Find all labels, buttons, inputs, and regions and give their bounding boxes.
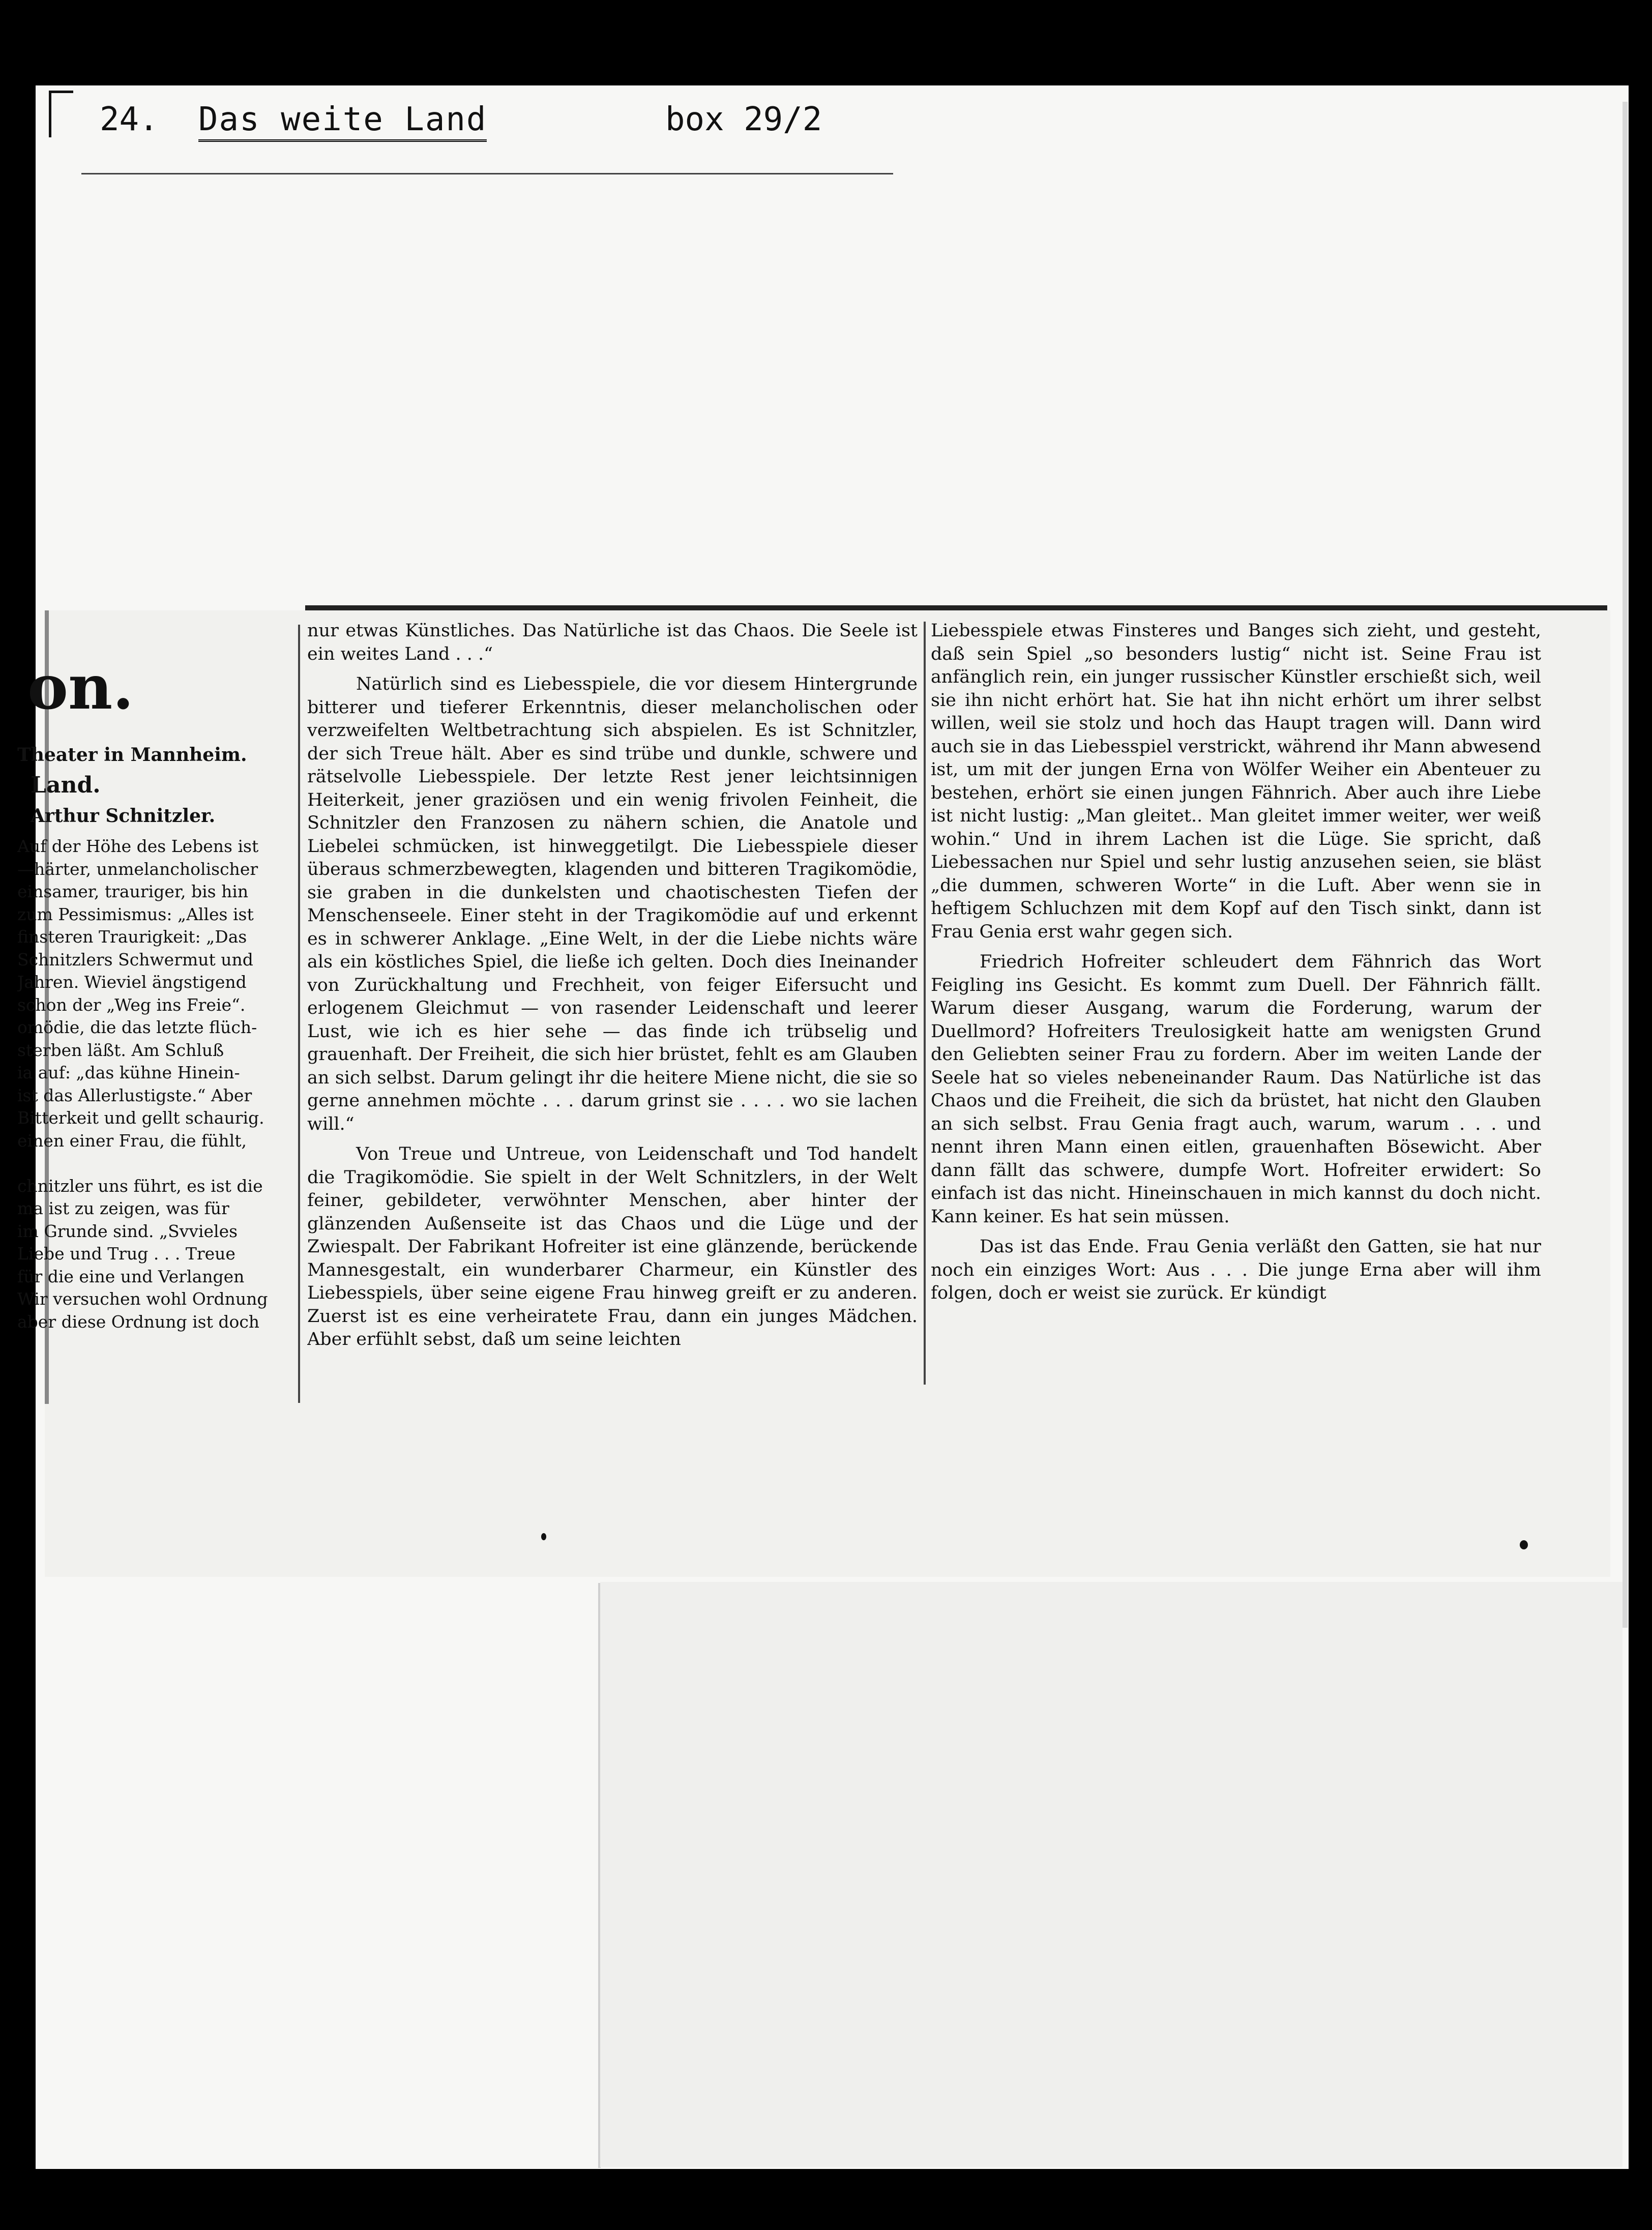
column-rule-2 <box>924 622 926 1385</box>
article-column-2 <box>307 620 918 1403</box>
column-rule-1 <box>298 625 300 1403</box>
blank-card-area <box>600 1582 1622 2167</box>
paragraph: Natürlich sind es Liebesspiele, die vor diesem Hintergrunde bitterer und tieferer Erkenntnis, dieser melancholischen oder verzweifelten Weltbetrachtung sich abspielen. Es ist Schnitzler, der sich Treue hält. Aber es sind trübe und dunkle, schwere und rätselvolle Liebesspiele. Der letzte Rest jener leichtsinnigen Heiterkeit, jener graziösen und ein wenig frivolen Feinheit, die Schnitzler den Franzosen zu nähern schien, die Anatole und Liebelei schmücken, ist hinweggetilgt. Die Liebesspiele dieser überaus schmerzbewegten, klagenden und bitteren Tragikomödie, sie graben in die dunkelsten und chaotischesten Tiefen der Menschenseele. Einer steht in der Tragikomödie auf und erkennt es in schwerer Anklage. „Eine Welt, in der die Liebe nichts wäre als ein köstliches Spiel, die ließe ich gelten. Doch dies Ineinander von Zurückhaltung und Frechheit, von feiger Eifersucht und erlogenem Gleichmut — von rasender Leidenschaft und leerer Lust, wie ich es hier sehe — das finde ich trübselig und grauenhaft. Der Freiheit, die sich hier brüstet, fehlt es am Glauben an sich selbst. Darum gelingt ihr die heitere Miene nicht, die sie so gerne annehmen möchte . . . darum grinst sie . . . . wo sie lachen will.“ <box>307 674 918 1134</box>
paragraph: Friedrich Hofreiter schleudert dem Fähnrich das Wort Feigling ins Gesicht. Es kommt zum Duell. Der Fähnrich fällt. Warum dieser Ausgang, warum die Forderung, warum der Duellmord? Hofreiters Treulosigkeit hatte am wenigsten Grund den Geliebten seiner Frau zu fordern. Aber im weiten Lande der Seele hat so vieles nebeneinander Raum. Das Natürliche ist das Chaos und die Freiheit, die sich da brüstet, hat nicht den Glauben an sich selbst. Frau Genia fragt auch, warum, warum . . . und nennt ihren Mann einen eitlen, grauenhaften Bösewicht. Aber dann fällt das schwere, dumpfe Wort. Hofreiter erwidert: So einfach ist das nicht. Hineinschauen in mich kannst du doch nicht. Kann keiner. Es hat sein müssen. <box>931 952 1541 1227</box>
speck <box>541 1533 546 1540</box>
clipping-top-border <box>305 605 1607 610</box>
subheading-land: Land. <box>31 772 101 798</box>
paragraph: Das ist das Ende. Frau Genia verläßt den Gatten, sie hat nur noch ein einziges Wort: Aus . . . Die junge Erna aber will ihm folgen, doch er weist sie zurück. Er kündigt <box>931 1237 1541 1303</box>
paragraph: Von Treue und Untreue, von Leidenschaft und Tod handelt die Tragikomödie. Sie spielt in der Welt Schnitzlers, in der Welt feiner, gebildeter, verwöhnter Menschen, aber hinter der glänzenden Außenseite ist das Chaos und die Lüge und der Zwiespalt. Der Fabrikant Hofreiter ist eine glänzende, berückende Mannesgestalt, ein wunderbarer Charmeur, ein Künstler des Liebesspiels, über seine eigene Frau hinweg greift er zu anderen. Zuerst ist es eine verheiratete Frau, dann ein junges Mädchen. Aber erfühlt sebst, daß um seine leichten <box>307 1144 918 1349</box>
header-rule <box>81 173 893 174</box>
column-1-body: Auf der Höhe des Lebens ist —härter, unmelancholischer einsamer, trauriger, bis hin zum Pessimismus: „Alles ist finsteren Traurigkeit: „Das Schnitzlers Schwermut und Jahren. Wieviel ängstigend schon der „Weg ins Freie“. omödie, die das letzte flüch- sterben läßt. Am Schluß ia auf: „das kühne Hinein- ist das Allerlustigste.“ Aber Bitterkeit und gellt schaurig. einen einer Frau, die fühlt, chnitzler uns führt, es ist die ma ist zu zeigen, was für im Grunde sind. „Svvieles Liebe und Trug . . . Treue für die eine und Verlangen Wir versuchen wohl Ordnung aber diese Ordnung ist doch <box>17 836 268 1332</box>
corner-mark-horizontal <box>49 91 73 93</box>
item-number: 24. <box>100 101 159 138</box>
item-title: Das weite Land <box>198 101 487 142</box>
subheading-author: Arthur Schnitzler. <box>31 805 216 827</box>
sheet-edge <box>1622 102 1628 1628</box>
box-label: box 29/2 <box>665 101 822 138</box>
speck <box>1520 1540 1528 1549</box>
headline-fragment: on. <box>27 652 134 723</box>
article-column-3 <box>931 620 1541 1403</box>
subheading-theater: Theater in Mannheim. <box>17 744 247 766</box>
corner-mark <box>49 91 51 137</box>
article-column-1 <box>17 623 292 1416</box>
paragraph: Liebesspiele etwas Finsteres und Banges sich zieht, und gesteht, daß sein Spiel „so besonders lustig“ nicht ist. Seine Frau ist anfänglich rein, ein junger russischer Künstler erschießt sich, weil sie ihn nicht erhört hat. Sie hat ihn nicht erhört um ihrer selbst willen, weil sie stolz und hoch das Haupt tragen will. Dann wird auch sie in das Liebesspiel verstrickt, während ihr Mann abwesend ist, um mit der jungen Erna von Wölfer Weiher ein Abenteuer zu bestehen, erhört sie einen jungen Fähnrich. Aber auch ihre Liebe ist nicht lustig: „Man gleitet.. Man gleitet immer weiter, wer weiß wohin.“ Und in ihrem Lachen ist die Lüge. Sie spricht, daß Liebessachen nur Spiel und sehr lustig anzusehen seien, sie bläst „die dummen, schweren Worte“ in die Luft. Aber wenn sie in heftigem Schluchzen mit dem Kopf auf den Tisch sinkt, dann ist Frau Genia erst wahr gegen sich. <box>931 621 1541 942</box>
paragraph: nur etwas Künstliches. Das Natürliche ist das Chaos. Die Seele ist ein weites Land . . .“ <box>307 621 918 664</box>
